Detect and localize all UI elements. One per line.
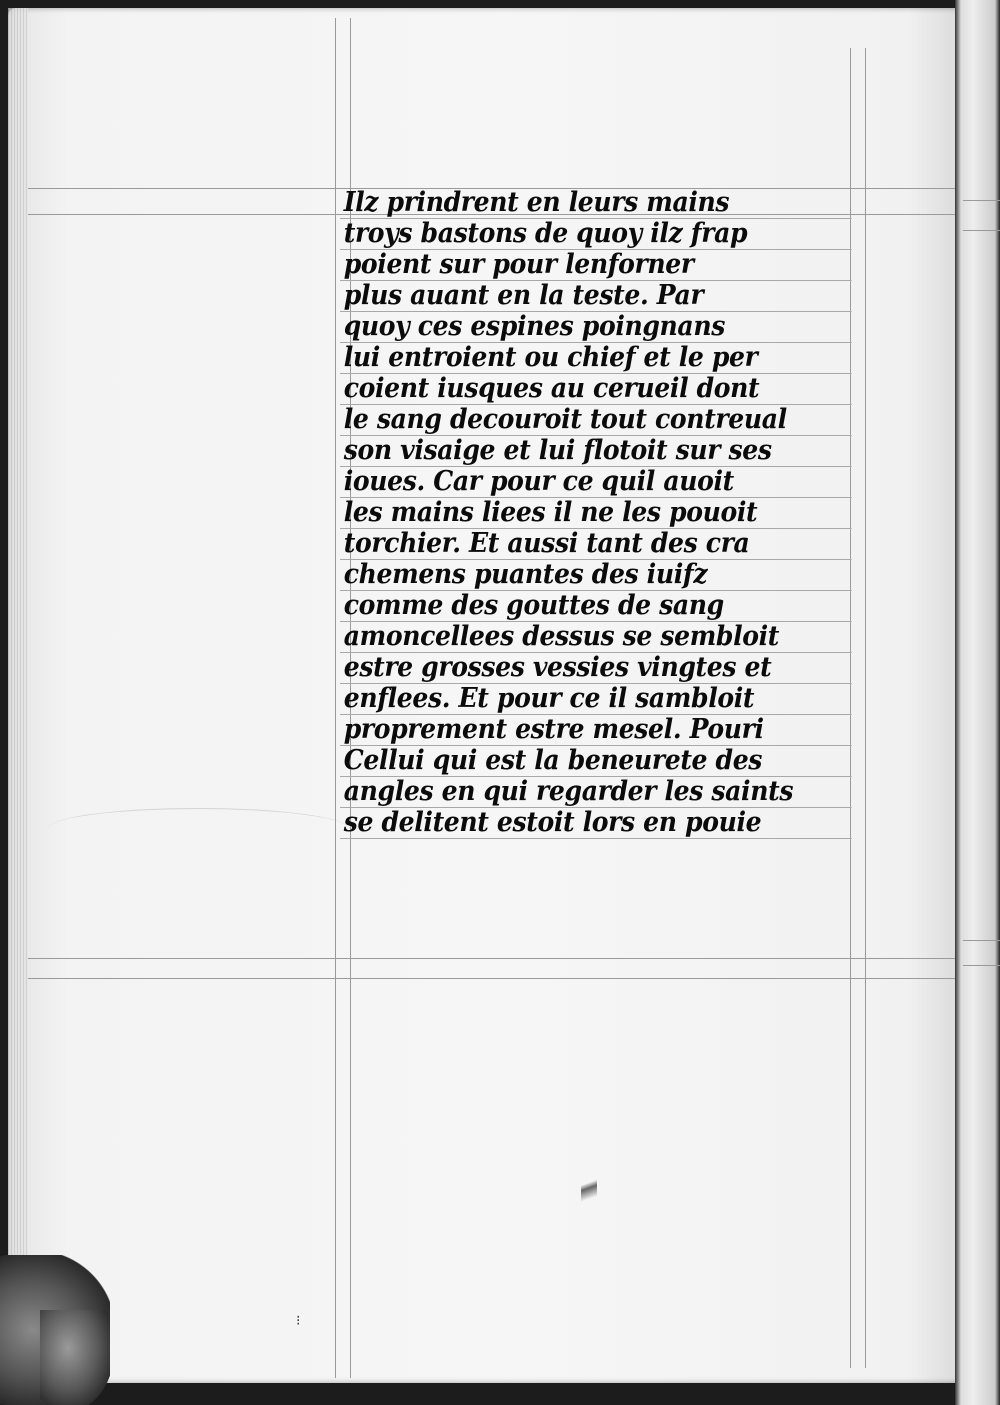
text-line: chemens puantes des iuifz bbox=[340, 560, 852, 591]
text-line: estre grosses vessies vingtes et bbox=[340, 653, 852, 684]
page-crease bbox=[48, 808, 348, 849]
ink-smudge bbox=[581, 1163, 597, 1213]
text-line: troys bastons de quoy ilz frap bbox=[340, 219, 852, 250]
ruling-line-bottom bbox=[28, 958, 958, 959]
text-line: Ilz prindrent en leurs mains bbox=[340, 188, 852, 219]
text-line: quoy ces espines poingnans bbox=[340, 312, 852, 343]
text-line: son visaige et lui flotoit sur ses bbox=[340, 436, 852, 467]
facing-page-edge bbox=[955, 0, 1000, 1405]
ink-dots: ⁝ bbox=[296, 1313, 301, 1329]
holding-finger bbox=[40, 1310, 110, 1405]
manuscript-text-block bbox=[340, 188, 890, 839]
page-stack-edge bbox=[8, 8, 28, 1383]
text-line: amoncellees dessus se sembloit bbox=[340, 622, 852, 653]
text-line: comme des gouttes de sang bbox=[340, 591, 852, 622]
text-line: enflees. Et pour ce il sambloit bbox=[340, 684, 852, 715]
text-line: le sang decouroit tout contreual bbox=[340, 405, 852, 436]
text-line: lui entroient ou chief et le per bbox=[340, 343, 852, 374]
text-line: les mains liees il ne les pouoit bbox=[340, 498, 852, 529]
ruling-line-bottom-2 bbox=[28, 978, 958, 979]
text-line: Cellui qui est la beneurete des bbox=[340, 746, 852, 777]
text-line: proprement estre mesel. Pouri bbox=[340, 715, 852, 746]
text-line: ioues. Car pour ce quil auoit bbox=[340, 467, 852, 498]
text-line: se delitent estoit lors en pouie bbox=[340, 808, 852, 839]
text-line: angles en qui regarder les saints bbox=[340, 777, 852, 808]
text-line: torchier. Et aussi tant des cra bbox=[340, 529, 852, 560]
text-line: coient iusques au cerueil dont bbox=[340, 374, 852, 405]
text-line: poient sur pour lenforner bbox=[340, 250, 852, 281]
ruling-line-left bbox=[335, 18, 336, 1378]
text-line: plus auant en la teste. Par bbox=[340, 281, 852, 312]
